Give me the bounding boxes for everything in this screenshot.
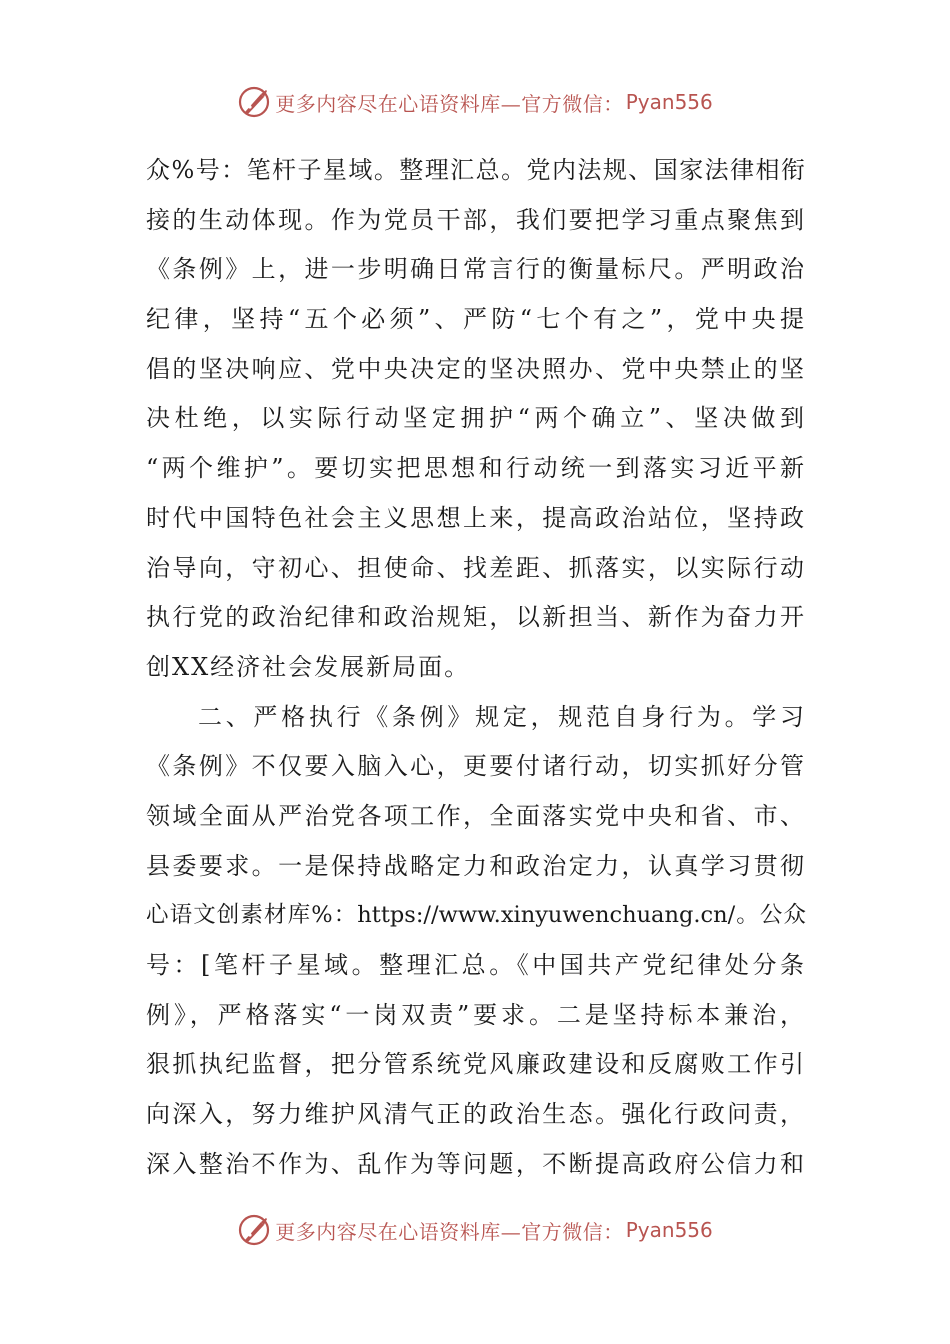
text-line: 众%号：笔杆子星域。整理汇总。党内法规、国家法律相衔 (146, 156, 806, 184)
watermark-wechat-id: Pyan556 (625, 1218, 713, 1242)
text-line: 号：[笔杆子星域。整理汇总。《中国共产党纪律处分条 (146, 951, 806, 979)
section-heading-line: 二、严格执行《条例》规定，规范自身行为。学习 (198, 702, 806, 731)
text-line: 治导向，守初心、担使命、找差距、抓落实，以实际行动 (146, 553, 806, 582)
text-line: “两个维护”。要切实把思想和行动统一到落实习近平新 (146, 454, 806, 483)
watermark-text: 更多内容尽在心语资料库—官方微信： (275, 91, 624, 116)
text-line: 领域全面从严治党各项工作，全面落实党中央和省、市、 (146, 801, 806, 830)
text-line: 接的生动体现。作为党员干部，我们要把学习重点聚焦到 (146, 205, 806, 234)
pen-nib-circle-icon (237, 85, 271, 119)
text-line: 时代中国特色社会主义思想上来，提高政治站位，坚持政 (146, 503, 806, 532)
text-line: 倡的坚决响应、党中央决定的坚决照办、党中央禁止的坚 (146, 354, 806, 383)
text-line: 《条例》不仅要入脑入心，更要付诸行动，切实抓好分管 (146, 752, 806, 781)
document-body (146, 146, 806, 1189)
text-line: 狠抓执纪监督，把分管系统党风廉政建设和反腐败工作引 (146, 1050, 806, 1079)
text-line: 创XX经济社会发展新局面。 (146, 652, 471, 681)
watermark-text: 更多内容尽在心语资料库—官方微信： (275, 1219, 624, 1244)
text-line: 执行党的政治纪律和政治规矩，以新担当、新作为奋力开 (146, 603, 806, 632)
pen-nib-circle-icon (237, 1213, 271, 1247)
text-line: 《条例》上，进一步明确日常言行的衡量标尺。严明政治 (146, 255, 806, 284)
text-line: 心语文创素材库%：https://www.xinyuwenchuang.cn/。公众 (146, 902, 806, 929)
text-line: 深入整治不作为、乱作为等问题，不断提高政府公信力和 (146, 1149, 806, 1178)
text-line: 县委要求。一是保持战略定力和政治定力，认真学习贯彻 (146, 851, 806, 880)
text-line: 决杜绝，以实际行动坚定拥护“两个确立”、坚决做到 (146, 404, 806, 433)
watermark-wechat-id: Pyan556 (625, 90, 713, 114)
text-line: 例》，严格落实“一岗双责”要求。二是坚持标本兼治， (146, 1000, 806, 1029)
text-line: 向深入，努力维护风清气正的政治生态。强化行政问责， (146, 1100, 806, 1129)
text-line: 纪律，坚持“五个必须”、严防“七个有之”，党中央提 (146, 305, 806, 334)
footer-watermark (0, 1210, 950, 1250)
header-watermark (0, 82, 950, 122)
